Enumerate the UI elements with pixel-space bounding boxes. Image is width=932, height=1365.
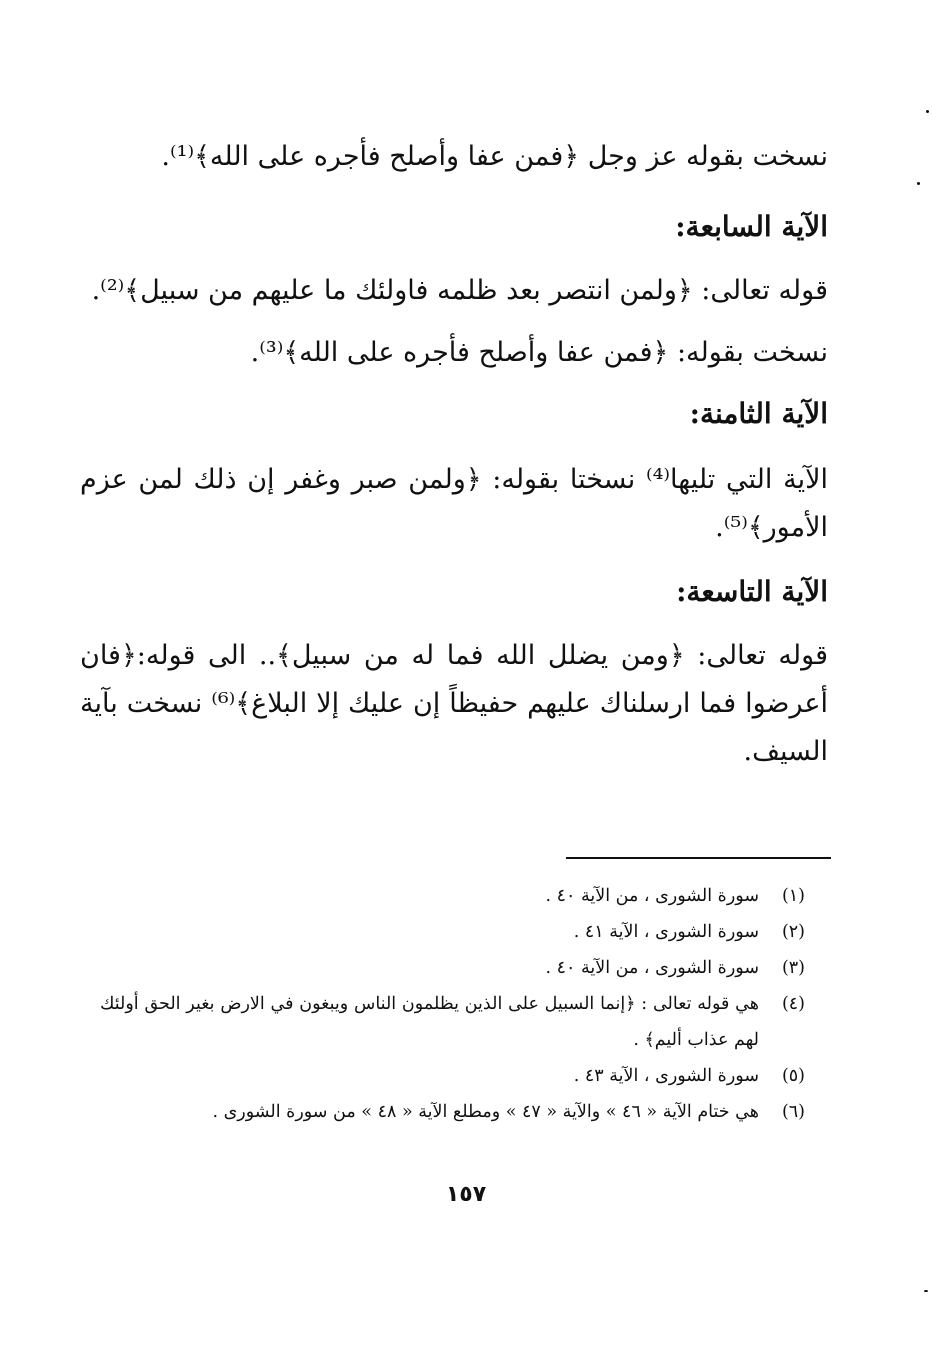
page-number: ١٥٧ bbox=[445, 1182, 487, 1207]
paragraph-1: نسخت بقوله عز وجل ﴿فمن عفا وأصلح فأجره على الله﴾⁽¹⁾. bbox=[161, 141, 828, 172]
footnote-divider bbox=[566, 857, 831, 859]
footnote-text: هي ختام الآية « ٤٦ » والآية « ٤٧ » ومطلع الآية « ٤٨ » من سورة الشورى . bbox=[212, 1102, 759, 1122]
footnote-number: (٦) bbox=[781, 1102, 805, 1122]
scan-speck bbox=[917, 182, 920, 185]
footnotes bbox=[100, 878, 805, 1130]
footnote-number: (٢) bbox=[781, 922, 805, 942]
footnote-text: هي قوله تعالى : ﴿إنما السبيل على الذين يظلمون الناس ويبغون في الارض بغير الحق أولئك لهم عذاب أليم﴾ . bbox=[100, 994, 759, 1050]
footnote-6 bbox=[100, 1094, 805, 1130]
footnote-text: سورة الشورى ، من الآية ٤٠ . bbox=[545, 958, 759, 978]
scan-speck bbox=[924, 1290, 928, 1292]
footnote-3 bbox=[100, 950, 805, 986]
scan-speck bbox=[926, 110, 929, 113]
paragraph-2: قوله تعالى: ﴿ولمن انتصر بعد ظلمه فاولئك ما عليهم من سبيل﴾⁽²⁾. bbox=[91, 275, 828, 306]
heading-ninth-verse: الآية التاسعة: bbox=[676, 575, 828, 608]
paragraph-3: نسخت بقوله: ﴿فمن عفا وأصلح فأجره على الله﴾⁽³⁾. bbox=[250, 337, 828, 368]
footnote-5 bbox=[100, 1058, 805, 1094]
paragraph-5: قوله تعالى: ﴿ومن يضلل الله فما له من سبيل﴾.. الى قوله:﴿فان أعرضوا فما ارسلناك عليهم حفيظاً إن عليك إلا البلاغ﴾⁽⁶⁾ نسخت بآية السيف. bbox=[80, 640, 828, 767]
footnote-1 bbox=[100, 878, 805, 914]
heading-eighth-verse: الآية الثامنة: bbox=[689, 397, 828, 430]
footnote-number: (٥) bbox=[781, 1066, 805, 1086]
footnote-2 bbox=[100, 914, 805, 950]
footnote-number: (٤) bbox=[781, 994, 805, 1014]
footnote-number: (١) bbox=[781, 886, 805, 906]
footnote-text: سورة الشورى ، من الآية ٤٠ . bbox=[545, 886, 759, 906]
heading-seventh-verse: الآية السابعة: bbox=[675, 210, 828, 243]
footnote-4 bbox=[100, 986, 805, 1058]
footnote-number: (٣) bbox=[781, 958, 805, 978]
footnote-text: سورة الشورى ، الآية ٤١ . bbox=[573, 922, 759, 942]
footnote-text: سورة الشورى ، الآية ٤٣ . bbox=[573, 1066, 759, 1086]
paragraph-4: الآية التي تليها⁽⁴⁾ نسختا بقوله: ﴿ولمن صبر وغفر إن ذلك لمن عزم الأمور﴾⁽⁵⁾. bbox=[80, 464, 828, 543]
